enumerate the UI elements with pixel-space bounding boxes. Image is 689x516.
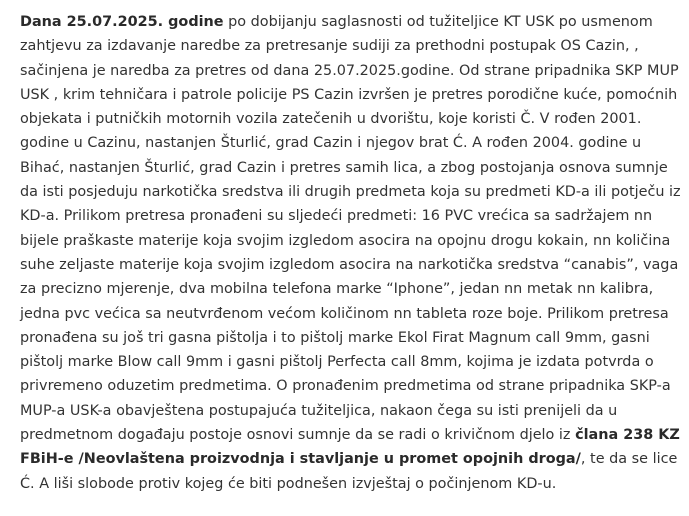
article-text-part-2: , te da se lice Ć. A liši slobode protiv kojeg će biti podnešen izvještaj o počinjenom KD-u. — [20, 451, 678, 492]
article-date: Dana 25.07.2025. godine — [20, 14, 224, 30]
article-text-part-1: po dobijanju saglasnosti od tužiteljice KT USK po usmenom zahtjevu za izdavanje naredbe za pretresanje sudiji za prethodni postupak OS Cazin, , sačinjena je naredba za pretres od dana 25.07.2025.godine. Od strane pripadnika SKP MUP USK , krim tehničara i patrole policije PS Cazin izvršen je pretres porodične kuće, pomoćnih objekata i putničkih motornih vozila zatečenih u dvorištu, koje koristi Č. V rođen 2001. godine u Cazinu, nastanjen Šturlić, grad Cazin i njegov brat Ć. A rođen 2004. godine u Bihać, nastanjen Šturlić, grad Cazin i pretres samih lica, a zbog postojanja osnova sumnje da isti posjeduju narkotička sredstva ili drugih predmeta koja su predmeti KD-a ili potječu iz KD-a. Prilikom pretresa pronađeni su sljedeći predmeti: 16 PVC vrećica sa sadržajem nn bijele praškaste materije koja svojim izgledom asocira na opojnu drogu kokain, nn količina suhe zeljaste materije koja svojim izgledom asocira na narkotička sredstva “canabis”, vaga za precizno mjerenje, dva mobilna telefona marke “Iphone”, jedan nn metak nn kalibra, jedna pvc većica sa neutvrđenom većom količinom nn tableta roze boje. Prilikom pretresa pronađena su još tri gasna pištolja i to pištolj marke Ekol Firat Magnum call 9mm, gasni pištolj marke Blow call 9mm i gasni pištolj Perfecta call 8mm, kojima je izdata potvrda o privremeno oduzetim predmetima. O pronađenim predmetima od strane pripadnika SKP-a MUP-a USK-a obavještena postupajuća tužiteljica, nakaon čega su isti prenijeli da u predmetnom događaju postoje osnovi sumnje da se radi o krivičnom djelo iz — [20, 14, 681, 444]
article-paragraph — [20, 10, 685, 496]
offense-citation: člana 238 KZ FBiH-e /Neovlaštena proizvodnja i stavljanje u promet opojnih droga/ — [20, 427, 680, 468]
